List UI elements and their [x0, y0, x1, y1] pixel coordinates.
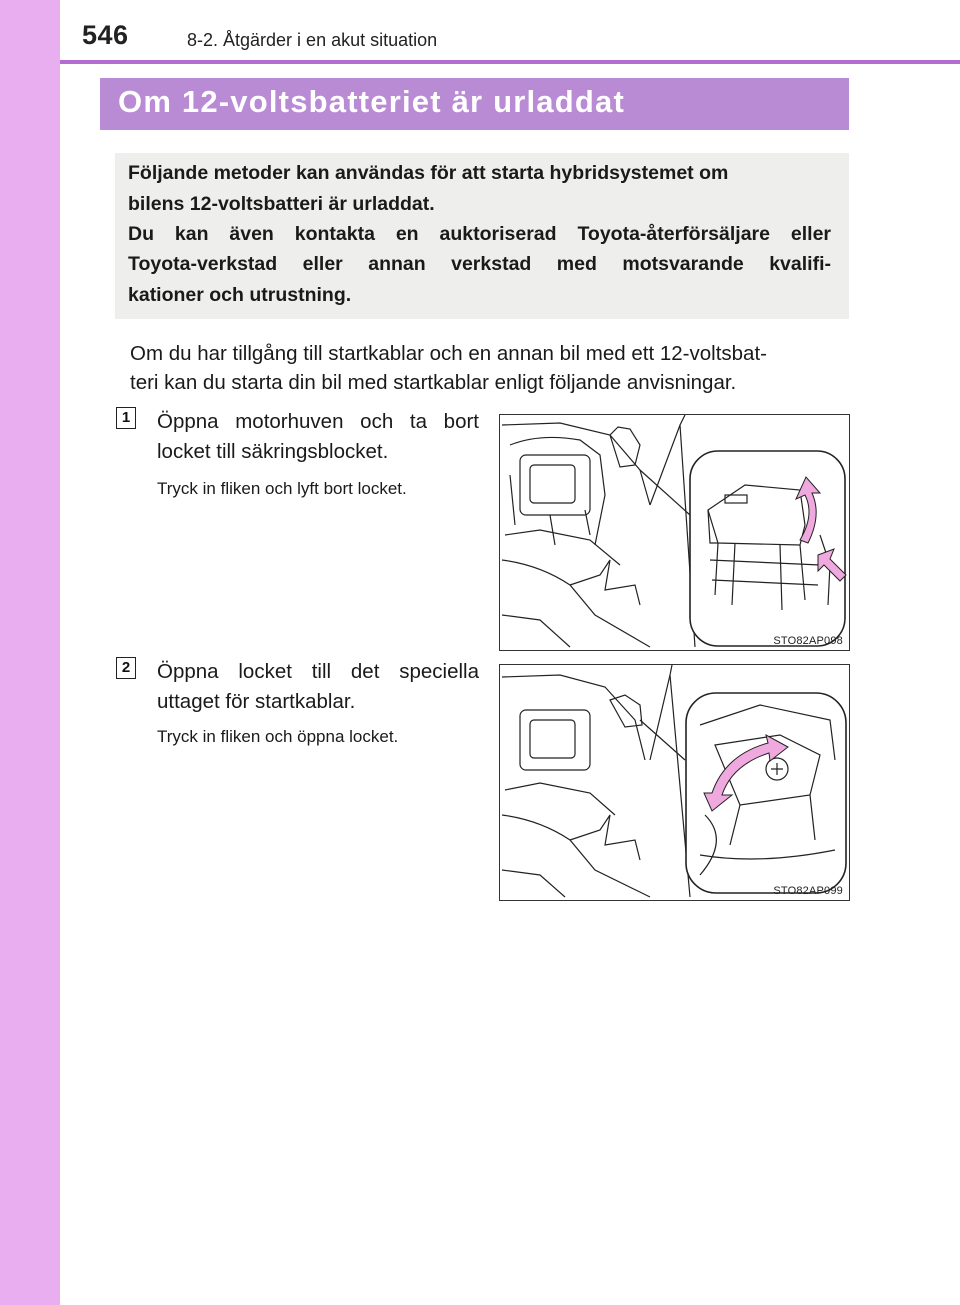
section-title: Om 12-voltsbatteriet är urladdat [118, 84, 625, 119]
intro-line: Följande metoder kan användas för att starta hybridsystemet om [128, 162, 729, 184]
step-title-line: locket till säkringsblocket. [157, 440, 389, 463]
intro-line: kationer och utrustning. [128, 284, 352, 306]
engine-bay-illustration [499, 414, 850, 651]
figure-code: STO82AP099 [773, 885, 843, 897]
body-paragraph-line: teri kan du starta din bil med startkablar enligt följande anvisningar. [130, 371, 737, 394]
step-title-line: Öppna motorhuven och ta bort [157, 410, 479, 433]
section-title-band [100, 78, 849, 130]
side-tab-strip [0, 0, 60, 1305]
step-instruction: Tryck in fliken och öppna locket. [157, 727, 399, 746]
page-number: 546 [82, 20, 129, 50]
step-title-line: Öppna locket till det speciella [157, 660, 479, 683]
section-breadcrumb: 8-2. Åtgärder i en akut situation [187, 30, 438, 50]
intro-line: Toyota-verkstad eller annan verkstad med motsvarande kvalifi- [128, 253, 831, 275]
intro-line: bilens 12-voltsbatteri är urladdat. [128, 193, 435, 215]
jump-terminal-illustration [499, 664, 850, 901]
step-instruction: Tryck in fliken och lyft bort locket. [157, 479, 407, 498]
intro-box [115, 153, 849, 319]
step-number-badge: 1 [116, 407, 136, 429]
body-paragraph-line: Om du har tillgång till startkablar och en annan bil med ett 12-voltsbat- [130, 342, 767, 365]
step-title-line: uttaget för startkablar. [157, 690, 356, 713]
step-number-badge: 2 [116, 657, 136, 679]
figure-code: STO82AP098 [773, 635, 843, 647]
header-rule [60, 60, 960, 64]
intro-line: Du kan även kontakta en auktoriserad Toyota-återförsäljare eller [128, 223, 831, 245]
